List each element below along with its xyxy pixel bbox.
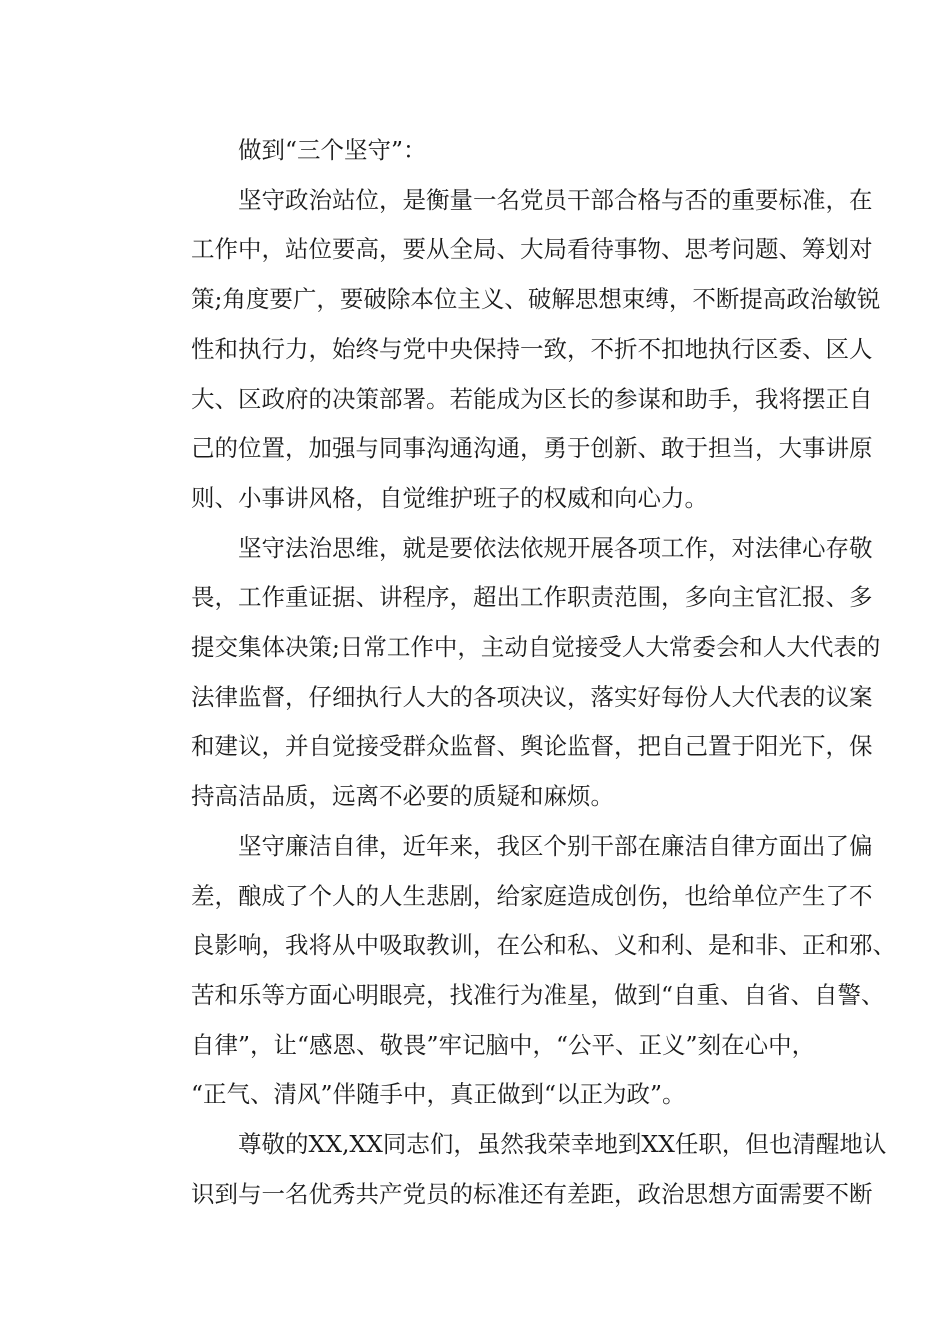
paragraph-intro <box>144 126 806 176</box>
paragraph-closing <box>144 1120 887 1219</box>
text-line: 和建议，并自觉接受群众监督、舆论监督，把自己置于阳光下，保 <box>191 732 873 761</box>
text-line: 法律监督，仔细执行人大的各项决议，落实好每份人大代表的议案 <box>191 682 873 711</box>
text-line: 做到“三个坚守”： <box>238 136 427 164</box>
text-line: 自律”，让“感恩、敬畏”牢记脑中，“公平、正义”刻在心中， <box>191 1030 816 1059</box>
text-line: 苦和乐等方面心明眼亮，找准行为准星，做到“自重、自省、自警、 <box>191 980 885 1009</box>
text-line: 尊敬的XX,XX同志们，虽然我荣幸地到XX任职，但也清醒地认 <box>238 1130 887 1159</box>
paragraph-political-stance <box>144 176 881 524</box>
text-line: 良影响，我将从中吸取教训，在公和私、义和利、是和非、正和邪、 <box>191 931 896 960</box>
text-line: 坚守政治站位，是衡量一名党员干部合格与否的重要标准，在 <box>238 185 873 214</box>
text-line: 策;角度要广，要破除本位主义、破解思想束缚，不断提高政治敏锐 <box>191 285 881 314</box>
text-line: “正气、清风”伴随手中，真正做到“以正为政”。 <box>191 1080 686 1109</box>
text-line: 识到与一名优秀共产党员的标准还有差距，政治思想方面需要不断 <box>191 1179 873 1208</box>
text-line: 坚守法治思维，就是要依法依规开展各项工作，对法律心存敬 <box>238 533 873 562</box>
text-line: 畏，工作重证据、讲程序，超出工作职责范围，多向主官汇报、多 <box>191 583 873 612</box>
text-line: 持高洁品质，远离不必要的质疑和麻烦。 <box>191 782 614 811</box>
text-line: 提交集体决策;日常工作中，主动自觉接受人大常委会和人大代表的 <box>191 633 881 662</box>
paragraph-rule-of-law <box>144 524 881 822</box>
text-line: 性和执行力，始终与党中央保持一致，不折不扣地执行区委、区人 <box>191 334 873 363</box>
text-line: 己的位置，加强与同事沟通沟通，勇于创新、敢于担当，大事讲原 <box>191 434 873 463</box>
text-line: 坚守廉洁自律，近年来，我区个别干部在廉洁自律方面出了偏 <box>238 831 873 860</box>
document-page <box>144 126 896 1219</box>
text-line: 则、小事讲风格，自觉维护班子的权威和向心力。 <box>191 483 708 512</box>
text-line: 大、区政府的决策部署。若能成为区长的参谋和助手，我将摆正自 <box>191 384 873 413</box>
paragraph-integrity <box>144 822 896 1120</box>
text-line: 差，酿成了个人的人生悲剧，给家庭造成创伤，也给单位产生了不 <box>191 881 873 910</box>
text-line: 工作中，站位要高，要从全局、大局看待事物、思考问题、筹划对 <box>191 235 873 264</box>
